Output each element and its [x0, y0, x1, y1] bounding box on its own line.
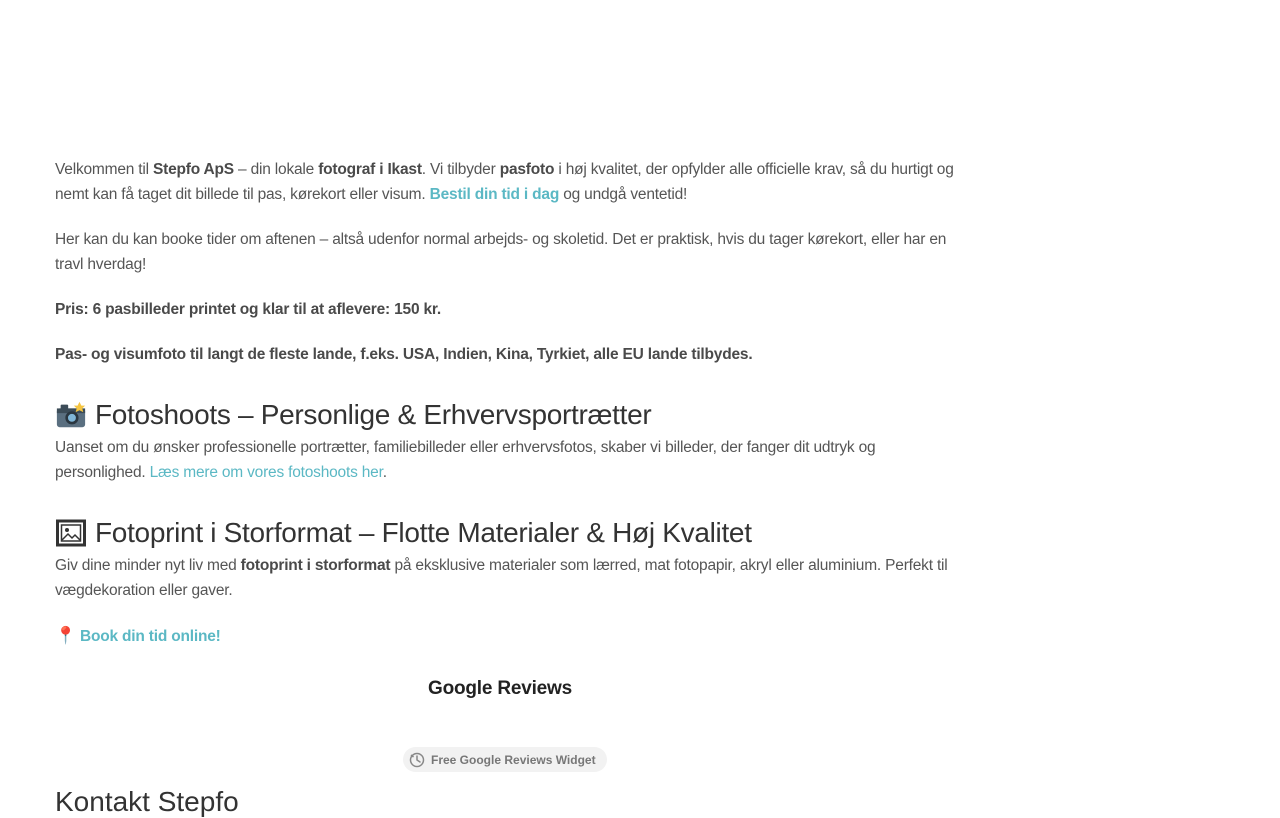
- contact-heading: Kontakt Stepfo: [55, 786, 239, 817]
- intro-paragraph: [55, 157, 955, 207]
- fotoshoots-title: Fotoshoots – Personlige & Erhvervsportrætter: [95, 399, 652, 430]
- main-content: [55, 157, 955, 649]
- fotoprint-paragraph: [55, 553, 955, 603]
- price-text: Pris: 6 pasbilleder printet og klar til at aflevere: 150 kr.: [55, 301, 441, 318]
- pin-icon: 📍: [55, 626, 76, 645]
- book-today-link[interactable]: Bestil din tid i dag: [429, 186, 560, 203]
- camera-flash-icon: [55, 400, 87, 430]
- keyword-storformat: fotoprint i storformat: [240, 557, 391, 574]
- evening-booking-paragraph: Her kan du kan booke tider om aftenen – altså udenfor normal arbejds- og skoletid. Det er praktisk, hvis du tager kørekort, eller har en travl hverdag!: [55, 231, 947, 273]
- keyword-photographer: fotograf i Ikast: [318, 161, 422, 178]
- widget-badge-label: Free Google Reviews Widget: [431, 752, 596, 767]
- fotoshoots-paragraph: [55, 435, 955, 485]
- google-reviews-title: Google Reviews: [428, 678, 572, 699]
- intro-text: i høj kvalitet, der opfylder alle officielle krav, så du hurtigt og nemt kan få taget dit billede til pas, kørekort eller visum.: [55, 161, 954, 203]
- fotoprint-text: på eksklusive materialer som lærred, mat fotopapir, akryl eller aluminium. Perfekt til vægdekoration eller gaver.: [55, 557, 948, 599]
- price-paragraph: [55, 297, 955, 322]
- fotoprint-title: Fotoprint i Storformat – Flotte Materialer & Høj Kvalitet: [95, 517, 752, 548]
- intro-text: og undgå ventetid!: [559, 186, 688, 203]
- period: .: [382, 464, 387, 481]
- intro-text: Velkommen til: [55, 161, 153, 178]
- book-online-link[interactable]: Book din tid online!: [79, 628, 221, 645]
- intro-text: – din lokale: [233, 161, 319, 178]
- company-name: Stepfo ApS: [153, 161, 234, 178]
- book-online-paragraph: [55, 623, 955, 649]
- countries-paragraph: [55, 342, 955, 367]
- keyword-pasfoto: pasfoto: [499, 161, 555, 178]
- fotoshoots-text: Uanset om du ønsker professionelle portrætter, familiebilleder eller erhvervsfotos, skaber vi billeder, der fanger dit udtryk og personlighed.: [55, 439, 876, 481]
- fotoshoots-heading: [55, 397, 955, 433]
- framed-picture-icon: [55, 518, 87, 548]
- fotoprint-text: Giv dine minder nyt liv med: [55, 557, 241, 574]
- intro-text: . Vi tilbyder: [421, 161, 500, 178]
- countries-text: Pas- og visumfoto til langt de fleste lande, f.eks. USA, Indien, Kina, Tyrkiet, alle EU lande tilbydes.: [55, 346, 753, 363]
- reviews-widget-badge[interactable]: [403, 747, 607, 772]
- widget-logo-icon: [409, 752, 425, 768]
- fotoshoots-read-more-link[interactable]: Læs mere om vores fotoshoots her: [149, 464, 383, 481]
- fotoprint-heading: [55, 515, 955, 551]
